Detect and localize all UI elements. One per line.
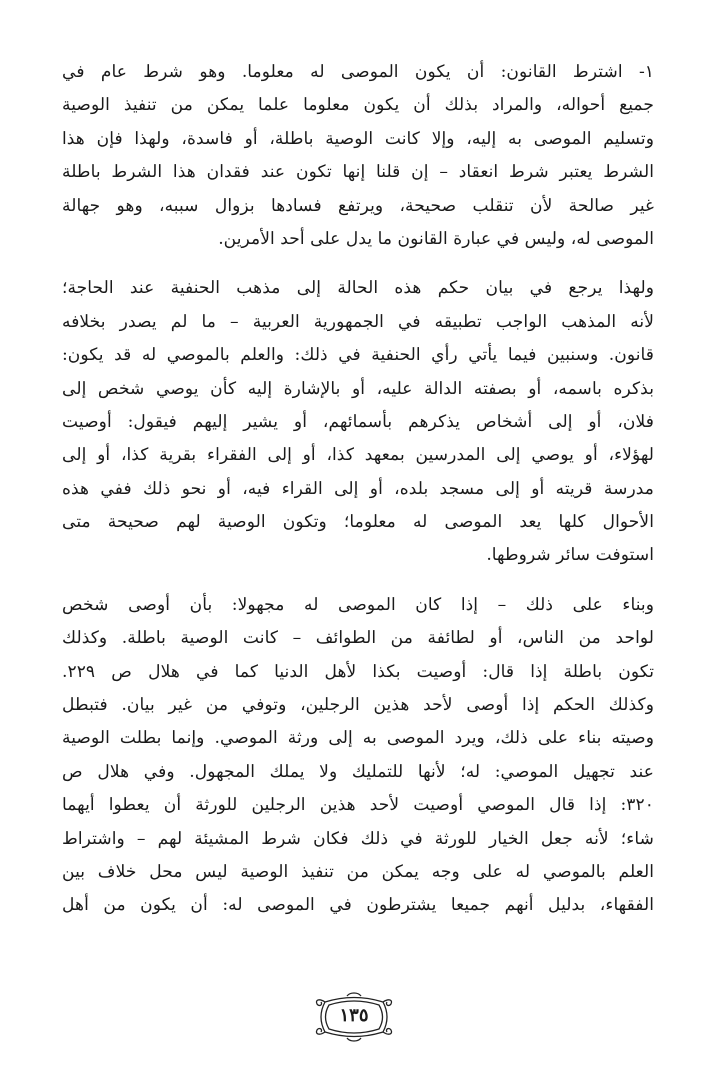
text-line: الموصى له، وليس في عبارة القانون ما يدل على أحد الأمرين. bbox=[218, 228, 654, 249]
page-number-frame bbox=[311, 990, 397, 1044]
text-line: وصيته بناء على ذلك، ويرد الموصى به إلى ورثة الموصي. وإنما بطلت الوصية bbox=[62, 728, 654, 749]
paragraph bbox=[62, 56, 654, 256]
paragraph bbox=[62, 589, 654, 923]
text-line: تكون باطلة إذا قال: أوصيت بكذا لأهل الدنيا كما في هلال ص ٢٢٩. bbox=[62, 661, 654, 682]
text-line: قانون. وسنبين فيما يأتي رأي الحنفية في ذلك: والعلم بالموصي له قد يكون: bbox=[62, 345, 654, 366]
text-line: العلم بالموصي له على وجه يمكن من تنفيذ الوصية ليس محل خلاف بين bbox=[62, 861, 654, 882]
paragraph bbox=[62, 272, 654, 573]
text-line: لواحد من الناس، أو لطائفة من الطوائف – كانت الوصية باطلة. وكذلك bbox=[62, 628, 654, 649]
page-number: ١٣٥ bbox=[339, 1005, 369, 1026]
text-line: بذكره باسمه، أو بصفته الدالة عليه، أو بالإشارة إليه كأن يوصي شخص إلى bbox=[62, 378, 654, 399]
text-line: لأنه المذهب الواجب تطبيقه في الجمهورية العربية – ما لم يصدر بخلافه bbox=[62, 311, 654, 332]
text-line: ٣٢٠: إذا قال الموصي أوصيت لأحد هذين الرجلين للورثة أن يعطوا أيهما bbox=[62, 795, 654, 816]
text-line: جميع أحواله، والمراد بذلك أن يكون معلوما علما يمكن من تنفيذ الوصية bbox=[62, 95, 654, 116]
text-line: الفقهاء، بدليل أنهم جميعا يشترطون في الموصى له: أن يكون من أهل bbox=[62, 895, 654, 916]
page-body bbox=[62, 56, 654, 939]
text-line: غير صالحة لأن تنقلب صحيحة، ويرتفع فسادها بزوال سببه، وهو جهالة bbox=[62, 195, 654, 216]
text-line: فلان، أو إلى أشخاص يذكرهم بأسمائهم، أو يشير إليهم فيقول: أوصيت bbox=[62, 411, 654, 432]
text-line: الأحوال كلها يعد الموصى له معلوما؛ وتكون الوصية لهم صحيحة متى bbox=[62, 512, 654, 533]
text-line: لهؤلاء، أو يوصي إلى المدرسين بمعهد كذا، أو إلى الفقراء بقرية كذا، أو إلى bbox=[62, 445, 654, 466]
text-line: عند تجهيل الموصي: له؛ لأنها للتمليك ولا يملك المجهول. وفي هلال ص bbox=[62, 761, 654, 782]
text-line: الشرط يعتبر شرط انعقاد – إن قلنا إنها تكون عند فقدان هذا الشرط باطلة bbox=[62, 162, 654, 183]
text-line: ولهذا يرجع في بيان حكم هذه الحالة إلى مذهب الحنفية عند الحاجة؛ bbox=[62, 278, 654, 299]
text-line: وبناء على ذلك – إذا كان الموصى له مجهولا: بأن أوصى شخص bbox=[62, 594, 654, 615]
text-line: ١- اشترط القانون: أن يكون الموصى له معلوما. وهو شرط عام في bbox=[62, 62, 654, 82]
text-line: وكذلك الحكم إذا أوصى لأحد هذين الرجلين، وتوفي من غير بيان. فتبطل bbox=[62, 695, 654, 716]
text-line: وتسليم الموصى به إليه، وإلا كانت الوصية باطلة، أو فاسدة، ولهذا فإن هذا bbox=[62, 128, 654, 149]
text-line: مدرسة قريته أو إلى مسجد بلده، أو إلى القراء فيه، أو نحو ذلك ففي هذه bbox=[62, 478, 654, 499]
text-line: استوفت سائر شروطها. bbox=[486, 545, 654, 566]
text-line: شاء؛ لأنه جعل الخيار للورثة في ذلك فكان شرط المشيئة لهم – واشتراط bbox=[62, 828, 654, 849]
